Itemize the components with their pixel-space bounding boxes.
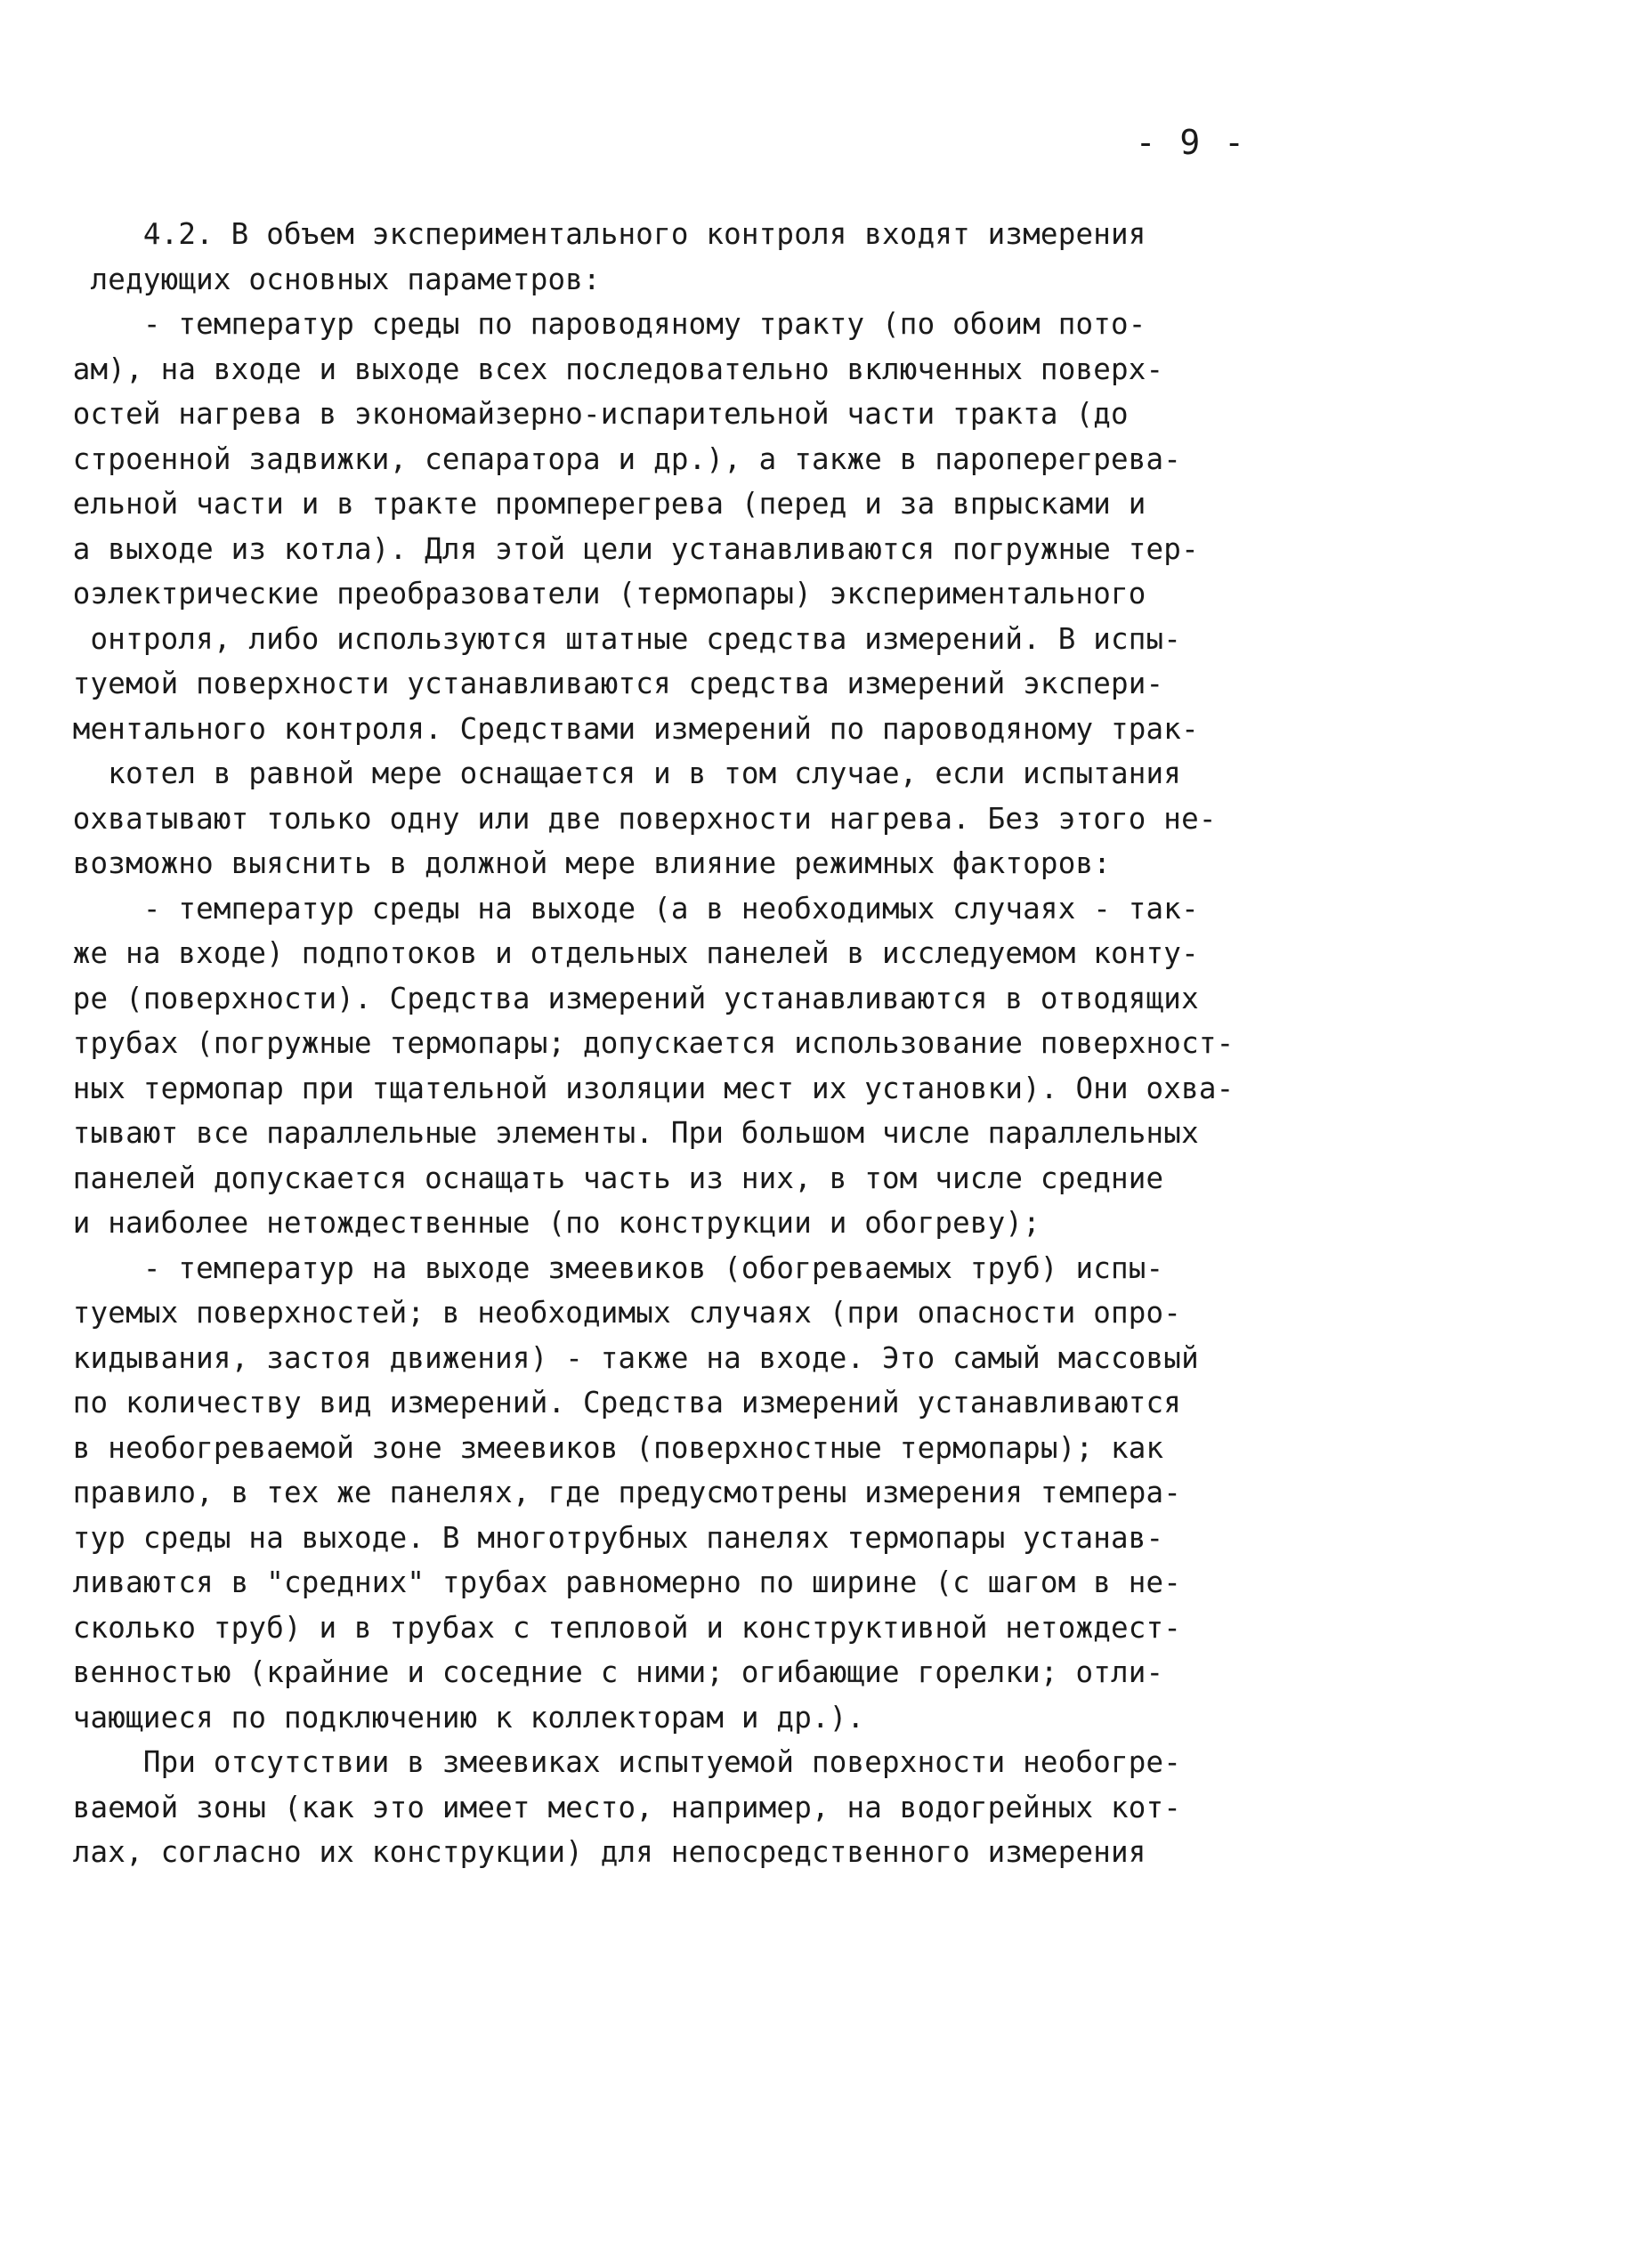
body-text	[55, 212, 1284, 1875]
text-line: возможно выяснить в должной мере влияние режимных факторов:	[55, 846, 1111, 880]
text-line: в необогреваемой зоне змеевиков (поверхностные термопары); как	[55, 1430, 1164, 1465]
text-line: же на входе) подпотоков и отдельных панелей в исследуемом конту-	[55, 936, 1199, 970]
text-line: ментального контроля. Средствами измерений по пароводяному трак-	[55, 711, 1199, 746]
text-line: а выходе из котла). Для этой цели устанавливаются погружные тер-	[55, 531, 1199, 566]
text-line: туемых поверхностей; в необходимых случаях (при опасности опро-	[55, 1296, 1182, 1330]
text-line: сколько труб) и в трубах с тепловой и конструктивной нетождест-	[55, 1610, 1182, 1645]
text-line: - температур среды на выходе (а в необходимых случаях - так-	[55, 891, 1199, 926]
text-line: трубах (погружные термопары; допускается использование поверхност-	[55, 1026, 1235, 1060]
text-line: ваемой зоны (как это имеет место, например, на водогрейных кот-	[55, 1790, 1182, 1824]
text-line: кидывания, застоя движения) - также на входе. Это самый массовый	[55, 1340, 1199, 1375]
text-line: по количеству вид измерений. Средства измерений устанавливаются	[55, 1386, 1182, 1420]
text-line: правило, в тех же панелях, где предусмотрены измерения темпера-	[55, 1476, 1182, 1509]
text-line: ре (поверхности). Средства измерений устанавливаются в отводящих	[55, 981, 1199, 1015]
text-line: 4.2. В объем экспериментального контроля входят измерения	[55, 217, 1146, 251]
text-line: тур среды на выходе. В многотрубных панелях термопары устанав-	[55, 1520, 1164, 1555]
text-line: тывают все параллельные элементы. При большом числе параллельных	[55, 1116, 1199, 1150]
text-line: венностью (крайние и соседние с ними; огибающие горелки; отли-	[55, 1655, 1164, 1689]
text-line: ельной части и в тракте промперегрева (перед и за впрысками и	[55, 487, 1146, 521]
page-number: - 9 -	[1135, 123, 1246, 162]
text-line: остей нагрева в экономайзерно-испарительной части тракта (до	[55, 397, 1129, 431]
text-line: чающиеся по подключению к коллекторам и др.).	[55, 1700, 865, 1735]
text-line: котел в равной мере оснащается и в том случае, если испытания	[55, 756, 1182, 790]
text-line: охватывают только одну или две поверхности нагрева. Без этого не-	[55, 801, 1217, 836]
text-line: ливаются в "средних" трубах равномерно по ширине (с шагом в не-	[55, 1565, 1182, 1599]
text-line: строенной задвижки, сепаратора и др.), а также в пароперегрева-	[55, 441, 1182, 476]
text-line: оэлектрические преобразователи (термопары) экспериментального	[55, 577, 1146, 611]
text-line: - температур на выходе змеевиков (обогреваемых труб) испы-	[55, 1250, 1164, 1285]
text-line: лах, согласно их конструкции) для непосредственного измерения	[55, 1835, 1146, 1869]
text-line: и наиболее нетождественные (по конструкции и обогреву);	[55, 1206, 1041, 1240]
text-line: - температур среды по пароводяному тракту (по обоим пото-	[55, 307, 1146, 341]
text-line: ам), на входе и выходе всех последовательно включенных поверх-	[55, 352, 1164, 386]
text-line: онтроля, либо используются штатные средства измерений. В испы-	[55, 621, 1182, 656]
text-line: туемой поверхности устанавливаются средства измерений экспери-	[55, 667, 1164, 700]
text-line: При отсутствии в змеевиках испытуемой поверхности необогре-	[55, 1745, 1182, 1779]
text-line: ных термопар при тщательной изоляции мест их установки). Они охва-	[55, 1071, 1235, 1105]
text-line: ледующих основных параметров:	[55, 262, 601, 296]
text-line: панелей допускается оснащать часть из них, в том числе средние	[55, 1161, 1164, 1195]
